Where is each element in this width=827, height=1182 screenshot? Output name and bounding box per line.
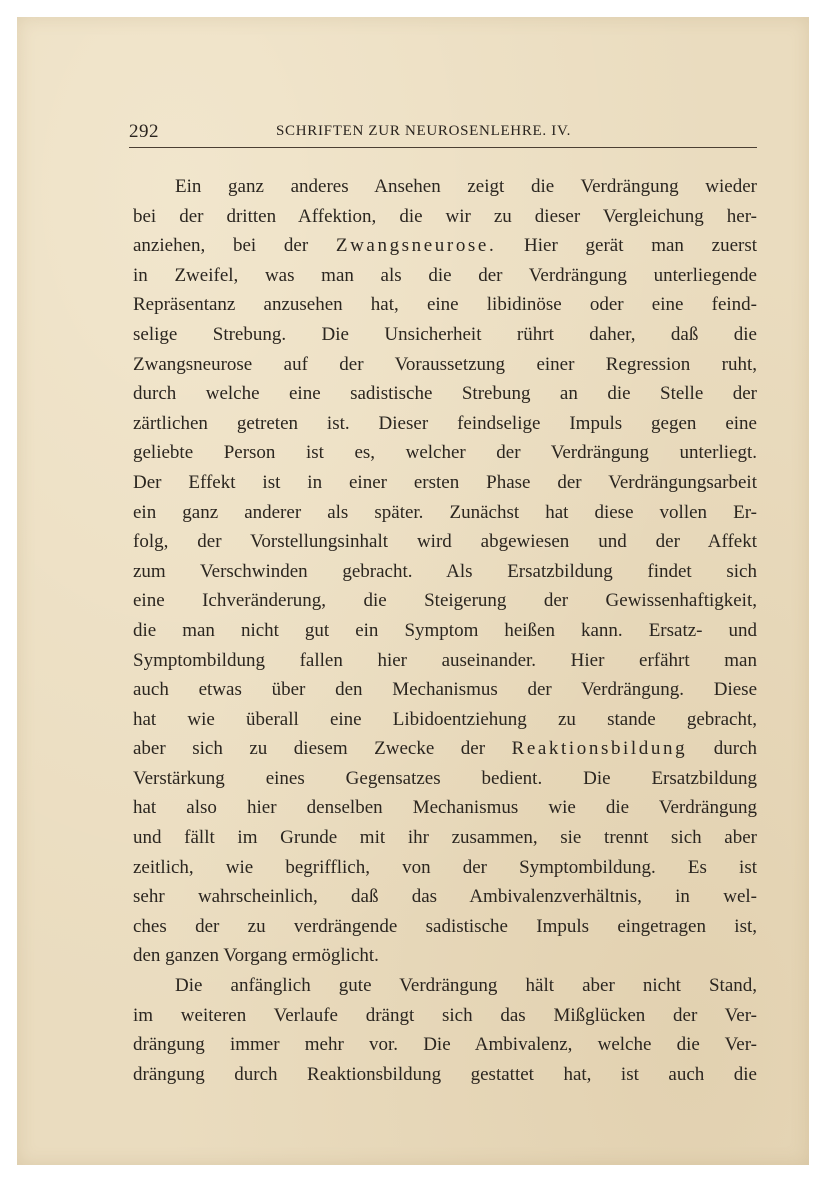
text-line: geliebte Person ist es, welcher der Verdrängung unterliegt. (133, 442, 757, 464)
text-line: Verstärkung eines Gegensatzes bedient. Die Ersatzbildung (133, 767, 757, 789)
text-line: ein ganz anderer als später. Zunächst hat diese vollen Er- (133, 501, 757, 523)
text-line: durch welche eine sadistische Strebung an die Stelle der (133, 383, 757, 405)
text-line (133, 734, 757, 764)
text-line: den ganzen Vorgang ermöglicht. (133, 945, 379, 967)
text-line: Repräsentanz anzusehen hat, eine libidinöse oder eine feind- (133, 294, 757, 316)
emphasized-term: Reaktionsbildung (511, 738, 688, 760)
text-line: zeitlich, wie begrifflich, von der Symptombildung. Es ist (133, 856, 757, 878)
text-line (133, 231, 757, 261)
text-segment: durch (687, 738, 757, 760)
text-line: folg, der Vorstellungsinhalt wird abgewiesen und der Affekt (133, 531, 757, 553)
text-line: ches der zu verdrängende sadistische Impuls eingetragen ist, (133, 915, 757, 937)
text-line: Der Effekt ist in einer ersten Phase der Verdrängungsarbeit (133, 471, 757, 493)
text-line: Ein ganz anderes Ansehen zeigt die Verdrängung wieder (175, 176, 757, 197)
text-line: bei der dritten Affektion, die wir zu dieser Vergleichung her- (133, 205, 757, 227)
text-line: Zwangsneurose auf der Voraussetzung einer Regression ruht, (133, 353, 757, 375)
text-line: im weiteren Verlaufe drängt sich das Mißglücken der Ver- (133, 1004, 757, 1026)
text-line: sehr wahrscheinlich, daß das Ambivalenzverhältnis, in wel- (133, 886, 757, 908)
text-line: zärtlichen getreten ist. Dieser feindselige Impuls gegen eine (133, 412, 757, 434)
text-line: drängung durch Reaktionsbildung gestattet hat, ist auch die (133, 1063, 757, 1085)
text-line: und fällt im Grunde mit ihr zusammen, sie trennt sich aber (133, 827, 757, 849)
emphasized-term: Zwangsneurose. (335, 235, 497, 257)
text-segment: Hier gerät man zuerst (496, 235, 758, 257)
book-page (17, 17, 809, 1165)
text-line: in Zweifel, was man als die der Verdrängung unterliegende (133, 264, 757, 286)
text-line: auch etwas über den Mechanismus der Verdrängung. Diese (133, 679, 757, 701)
text-segment: aber sich zu diesem Zwecke der (133, 738, 512, 760)
text-line: Symptombildung fallen hier auseinander. Hier erfährt man (133, 649, 757, 671)
text-line: selige Strebung. Die Unsicherheit rührt daher, daß die (133, 323, 757, 345)
page-number: 292 (129, 121, 159, 142)
page-header (129, 119, 757, 148)
paragraph-2 (133, 971, 757, 1089)
text-line: hat also hier denselben Mechanismus wie die Verdrängung (133, 797, 757, 819)
text-line: die man nicht gut ein Symptom heißen kann. Ersatz- und (133, 619, 757, 641)
text-segment: anziehen, bei der (133, 235, 336, 257)
paragraph-1 (133, 172, 757, 971)
text-line: hat wie überall eine Libidoentziehung zu stande gebracht, (133, 708, 757, 730)
running-title: SCHRIFTEN ZUR NEUROSENLEHRE. IV. (276, 123, 572, 139)
text-line: drängung immer mehr vor. Die Ambivalenz, welche die Ver- (133, 1034, 757, 1056)
body-text (133, 172, 757, 1089)
text-line: Die anfänglich gute Verdrängung hält aber nicht Stand, (175, 975, 757, 997)
text-line: eine Ichveränderung, die Steigerung der Gewissenhaftigkeit, (133, 590, 757, 612)
text-line: zum Verschwinden gebracht. Als Ersatzbildung findet sich (133, 560, 757, 582)
